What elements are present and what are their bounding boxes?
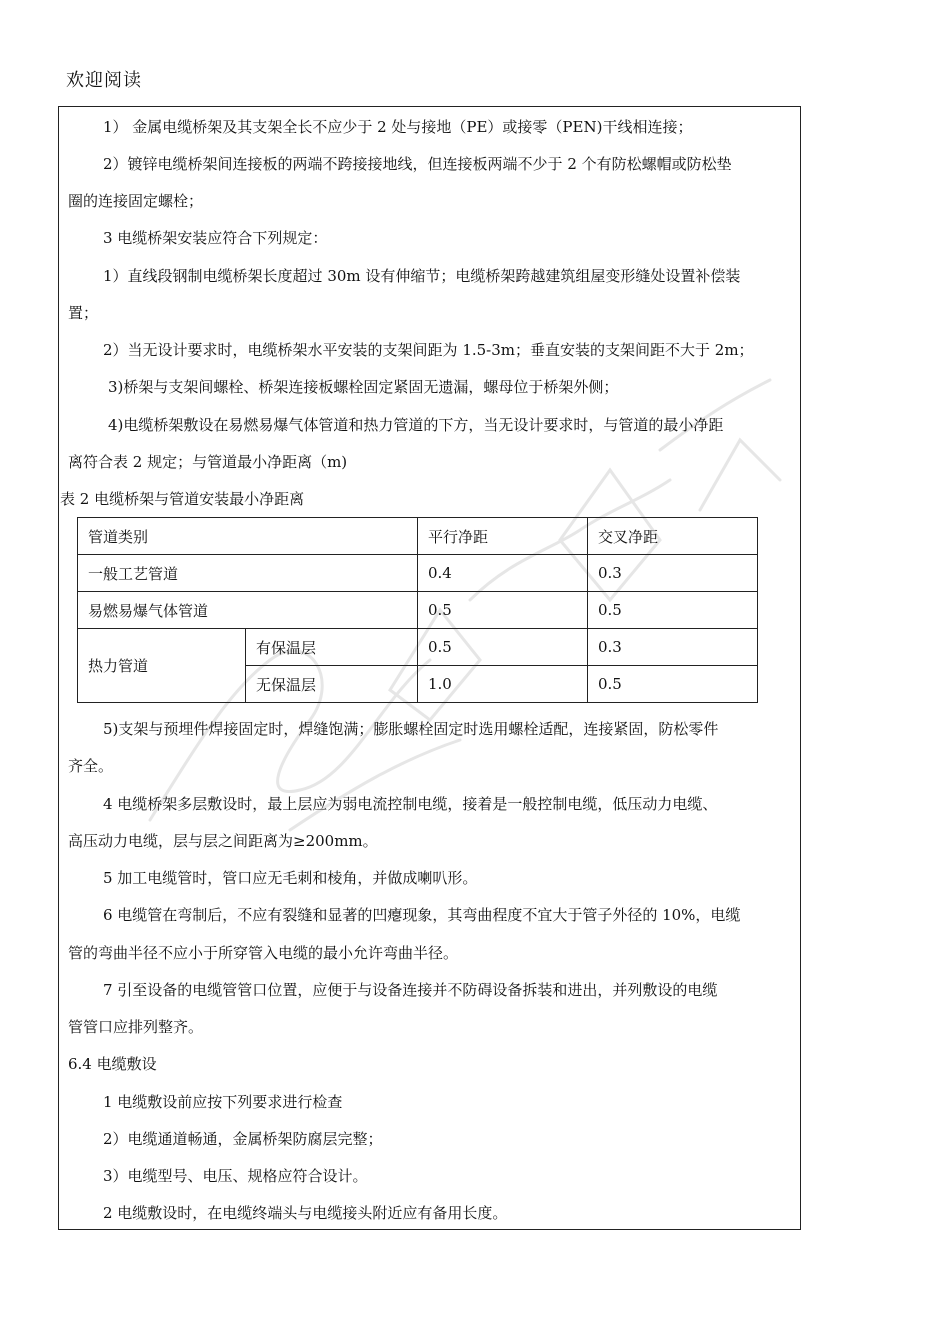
paragraph: 1） 金属电缆桥架及其支架全长不应少于 2 处与接地（PE）或接零（PEN)干线相连接； <box>103 118 693 136</box>
paragraph: 4)电缆桥架敷设在易燃易爆气体管道和热力管道的下方，当无设计要求时，与管道的最小净距 <box>108 416 724 434</box>
paragraph: 高压动力电缆，层与层之间距离为≥200mm。 <box>68 832 378 850</box>
table-cell: 0.3 <box>588 629 758 666</box>
section-heading: 6.4 电缆敷设 <box>68 1055 157 1073</box>
table-row <box>78 592 758 629</box>
paragraph: 圈的连接固定螺栓； <box>68 192 204 210</box>
paragraph: 2）电缆通道畅通，金属桥架防腐层完整； <box>103 1130 383 1148</box>
table-cell: 0.5 <box>588 666 758 703</box>
table-cell: 0.3 <box>588 555 758 592</box>
paragraph: 齐全。 <box>68 757 114 775</box>
table-cell: 1.0 <box>418 666 588 703</box>
page-header: 欢迎阅读 <box>66 70 142 91</box>
paragraph: 管的弯曲半径不应小于所穿管入电缆的最小允许弯曲半径。 <box>68 944 459 962</box>
paragraph: 6 电缆管在弯制后，不应有裂缝和显著的凹瘪现象，其弯曲程度不宜大于管子外径的 10%，电缆 <box>103 906 741 924</box>
table-cell: 0.5 <box>418 629 588 666</box>
paragraph: 离符合表 2 规定；与管道最小净距离（m) <box>68 453 348 471</box>
table-header-row <box>78 518 758 555</box>
paragraph: 7 引至设备的电缆管管口位置，应便于与设备连接并不防碍设备拆装和进出，并列敷设的电缆 <box>103 981 718 999</box>
table-row <box>78 629 758 666</box>
paragraph: 2 电缆敷设时，在电缆终端头与电缆接头附近应有备用长度。 <box>103 1204 508 1222</box>
table-caption: 表 2 电缆桥架与管道安装最小净距离 <box>60 490 305 508</box>
table-header-cell: 管道类别 <box>78 518 418 555</box>
paragraph: 2）当无设计要求时，电缆桥架水平安装的支架间距为 1.5-3m；垂直安装的支架间距不大于 2m； <box>103 341 754 359</box>
paragraph: 3）电缆型号、电压、规格应符合设计。 <box>103 1167 368 1185</box>
table-header-cell: 交叉净距 <box>588 518 758 555</box>
paragraph: 2）镀锌电缆桥架间连接板的两端不跨接接地线，但连接板两端不少于 2 个有防松螺帽或防松垫 <box>103 155 732 173</box>
clearance-table <box>77 517 758 703</box>
table-row <box>78 555 758 592</box>
paragraph: 4 电缆桥架多层敷设时，最上层应为弱电流控制电缆，接着是一般控制电缆，低压动力电缆、 <box>103 795 718 813</box>
table-cell: 0.4 <box>418 555 588 592</box>
table-cell: 无保温层 <box>246 666 418 703</box>
table-cell: 一般工艺管道 <box>78 555 418 592</box>
table-cell: 有保温层 <box>246 629 418 666</box>
paragraph: 3)桥架与支架间螺栓、桥架连接板螺栓固定紧固无遗漏，螺母位于桥架外侧； <box>108 378 619 396</box>
paragraph: 1）直线段钢制电缆桥架长度超过 30m 设有伸缩节；电缆桥架跨越建筑组屋变形缝处设置补偿装 <box>103 267 741 285</box>
paragraph: 5 加工电缆管时，管口应无毛刺和棱角，并做成喇叭形。 <box>103 869 478 887</box>
paragraph: 5)支架与预埋件焊接固定时，焊缝饱满；膨胀螺栓固定时选用螺栓适配，连接紧固，防松零件 <box>103 720 719 738</box>
paragraph: 3 电缆桥架安装应符合下列规定： <box>103 229 328 247</box>
table-header-cell: 平行净距 <box>418 518 588 555</box>
paragraph: 管管口应排列整齐。 <box>68 1018 204 1036</box>
table-cell: 热力管道 <box>78 629 246 703</box>
paragraph: 置； <box>68 304 99 322</box>
table-cell: 0.5 <box>588 592 758 629</box>
table-cell: 易燃易爆气体管道 <box>78 592 418 629</box>
table-cell: 0.5 <box>418 592 588 629</box>
paragraph: 1 电缆敷设前应按下列要求进行检查 <box>103 1093 343 1111</box>
